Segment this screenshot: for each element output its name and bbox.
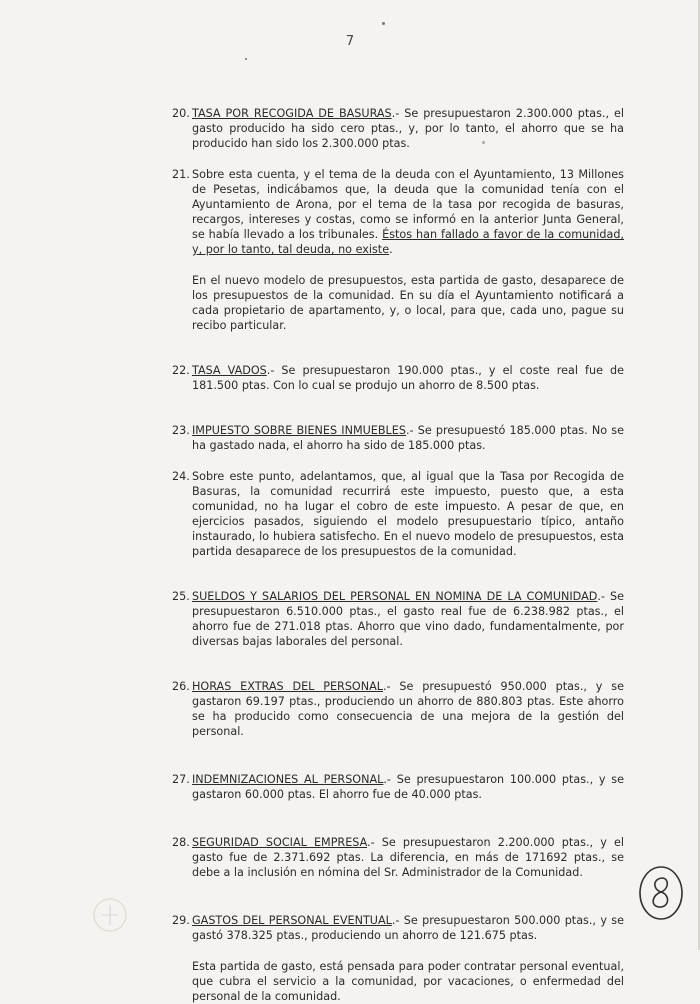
list-item xyxy=(172,423,624,453)
list-item xyxy=(172,589,624,649)
item-text: .- Se presupuestaron 190.000 ptas., y el coste real fue de 181.500 ptas. Con lo cual se produjo un ahorro de 8.500 ptas. xyxy=(192,364,625,392)
list-item xyxy=(172,913,624,943)
item-heading: TASA POR RECOGIDA DE BASURAS xyxy=(192,107,392,120)
list-item xyxy=(172,106,624,151)
item-extra-paragraph: Esta partida de gasto, está pensada para poder contratar personal eventual, que cubra el servicio a la comunidad, por vacaciones, o enfermedad del personal de la comunidad. xyxy=(192,960,624,1003)
list-item xyxy=(172,167,624,257)
item-text: .- Se presupuestaron 500.000 ptas., y se gastó 378.325 ptas., produciendo un ahorro de 121.675 ptas. xyxy=(192,914,624,942)
item-number: 24. xyxy=(172,470,190,483)
item-underlined-text: Éstos han fallado a favor de la comunidad, y, por lo tanto, tal deuda, no existe xyxy=(192,228,624,256)
document-body xyxy=(172,106,624,1004)
item-number: 25. xyxy=(172,590,190,603)
list-item xyxy=(172,835,624,880)
page-number: 7 xyxy=(345,34,355,49)
item-heading: INDEMNIZACIONES AL PERSONAL xyxy=(192,773,384,786)
item-heading: GASTOS DEL PERSONAL EVENTUAL xyxy=(192,914,392,927)
scan-speck xyxy=(245,58,247,60)
item-number: 20. xyxy=(172,107,190,120)
item-number: 29. xyxy=(172,914,190,927)
item-number: 23. xyxy=(172,424,190,437)
item-heading: SEGURIDAD SOCIAL EMPRESA xyxy=(192,836,368,849)
item-number: 27. xyxy=(172,773,190,786)
faint-stamp-icon xyxy=(90,895,130,935)
item-text: .- Se presupuestó 185.000 ptas. No se ha gastado nada, el ahorro ha sido de 185.000 ptas. xyxy=(192,424,624,452)
item-text: .- Se presupuestaron 2.300.000 ptas., el gasto producido ha sido cero ptas., y, por lo tanto, el ahorro que se ha producido han sido los 2.300.000 ptas. xyxy=(192,107,625,150)
list-item xyxy=(172,679,624,739)
item-heading: SUELDOS Y SALARIOS DEL PERSONAL EN NOMINA DE LA COMUNIDAD xyxy=(192,590,598,603)
item-text: .- Se presupuestaron 2.200.000 ptas., y el gasto fue de 2.371.692 ptas. La diferencia, en más de 171692 ptas., se debe a la inclusión en nómina del Sr. Administrador de la Comunidad. xyxy=(192,836,624,879)
item-number: 28. xyxy=(172,836,190,849)
item-heading: HORAS EXTRAS DEL PERSONAL xyxy=(192,680,383,693)
handwritten-initials-icon xyxy=(636,862,686,922)
scan-speck xyxy=(382,22,385,25)
item-text: Sobre este punto, adelantamos, que, al igual que la Tasa por Recogida de Basuras, la comunidad recurrirá este impuesto, puesto que, a esta comunidad, no ha lugar el cobro de este impuesto. A pesar de que, en ejercicios pasados, siguiendo el modelo presupuestario típico, antaño instaurado, lo hubiera satisfecho. En el nuevo modelo de presupuestos, esta partida desaparece de los presupuestos de la comunidad. xyxy=(192,470,624,558)
list-item xyxy=(172,772,624,802)
item-text: Sobre esta cuenta, y el tema de la deuda con el Ayuntamiento, 13 Millones de Pesetas, indicábamos que, la deuda que la comunidad tenía con el Ayuntamiento de Arona, por el tema de la tasa por recogida de basuras, recargos, intereses y costas, como se informó en la anterior Junta General, se había llevado a los tribunales. xyxy=(192,168,624,241)
item-text: .- Se presupuestaron 6.510.000 ptas., el gasto real fue de 6.238.982 ptas., el ahorro fue de 271.018 ptas. Ahorro que vino dado, fundamentalmente, por diversas bajas laborales del personal. xyxy=(192,590,624,648)
item-heading: IMPUESTO SOBRE BIENES INMUEBLES xyxy=(192,424,406,437)
list-item xyxy=(172,469,624,559)
item-number: 22. xyxy=(172,364,190,377)
item-number: 21. xyxy=(172,168,190,181)
item-text: .- Se presupuestó 950.000 ptas., y se gastaron 69.197 ptas., produciendo un ahorro de 880.803 ptas. Este ahorro se ha producido como consecuencia de una mejora de la gestión del personal. xyxy=(192,680,624,738)
item-extra-paragraph: En el nuevo modelo de presupuestos, esta partida de gasto, desaparece de los presupuestos de la comunidad. En su día el Ayuntamiento notificará a cada propietario de apartamento, y, o local, para que, cada uno, pague su recibo particular. xyxy=(192,274,624,332)
item-number: 26. xyxy=(172,680,190,693)
list-item xyxy=(172,363,624,393)
item-trailing: . xyxy=(389,243,393,256)
item-heading: TASA VADOS xyxy=(192,364,267,377)
item-text: .- Se presupuestaron 100.000 ptas., y se gastaron 60.000 ptas. El ahorro fue de 40.000 ptas. xyxy=(192,773,624,801)
